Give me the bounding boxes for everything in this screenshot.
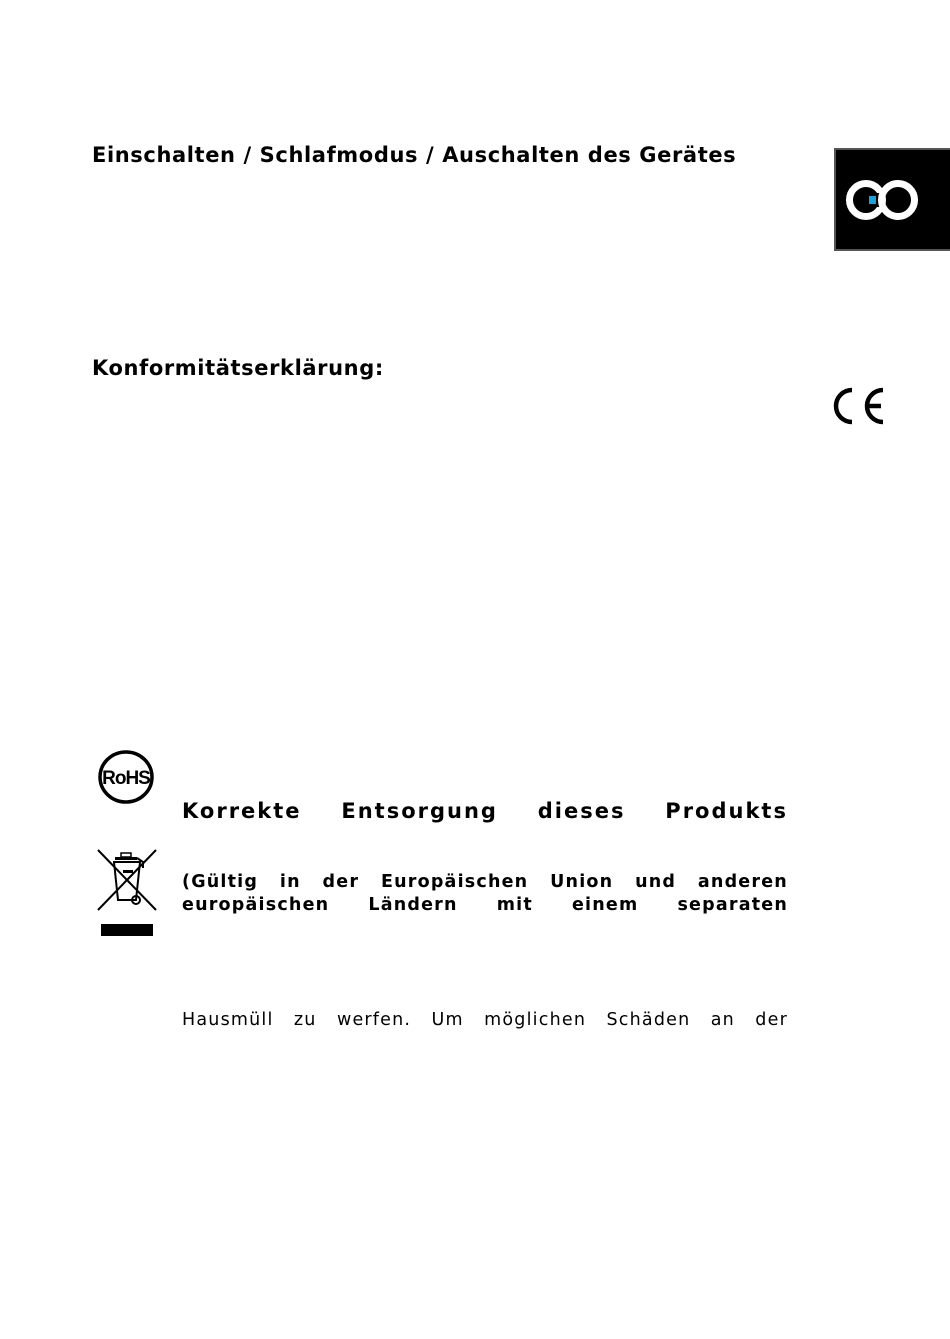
- body-word: zu: [293, 1010, 317, 1030]
- validity-word: (Gültig: [182, 872, 259, 892]
- disposal-title-word: dieses: [537, 799, 626, 823]
- disposal-title-word: Korrekte: [182, 799, 302, 823]
- validity-note-line-2: [182, 895, 788, 915]
- ce-mark-icon: [830, 385, 888, 427]
- disposal-body-line: [182, 1010, 788, 1030]
- brand-logo-tab: [834, 148, 950, 251]
- disposal-title-word: Entsorgung: [341, 799, 498, 823]
- power-section-heading: Einschalten / Schlafmodus / Auschalten des Gerätes: [92, 143, 737, 167]
- disposal-section-title: [182, 799, 788, 823]
- body-word: möglichen: [484, 1010, 587, 1030]
- conformity-section-heading: Konformitätserklärung:: [92, 356, 384, 380]
- body-word: der: [755, 1010, 788, 1030]
- crossed-out-wheelie-bin-icon: [95, 848, 159, 940]
- validity-word: Union: [550, 872, 614, 892]
- validity-word: Ländern: [368, 895, 458, 915]
- validity-word: mit: [496, 895, 533, 915]
- validity-word: einem: [571, 895, 639, 915]
- validity-word: in: [279, 872, 301, 892]
- body-word: Hausmüll: [182, 1010, 274, 1030]
- body-word: an: [710, 1010, 735, 1030]
- co-brand-logo-icon: [842, 176, 922, 224]
- validity-word: europäischen: [182, 895, 330, 915]
- validity-word: der: [322, 872, 360, 892]
- rohs-badge-label: RoHS: [102, 768, 150, 789]
- disposal-title-word: Produkts: [665, 799, 788, 823]
- rohs-badge-icon: [96, 748, 156, 806]
- body-word: Schäden: [606, 1010, 691, 1030]
- body-word: werfen.: [336, 1010, 412, 1030]
- body-word: Um: [431, 1010, 464, 1030]
- validity-note-line-1: [182, 872, 788, 892]
- validity-word: anderen: [697, 872, 788, 892]
- validity-word: separaten: [677, 895, 788, 915]
- validity-word: und: [635, 872, 677, 892]
- validity-word: Europäischen: [380, 872, 529, 892]
